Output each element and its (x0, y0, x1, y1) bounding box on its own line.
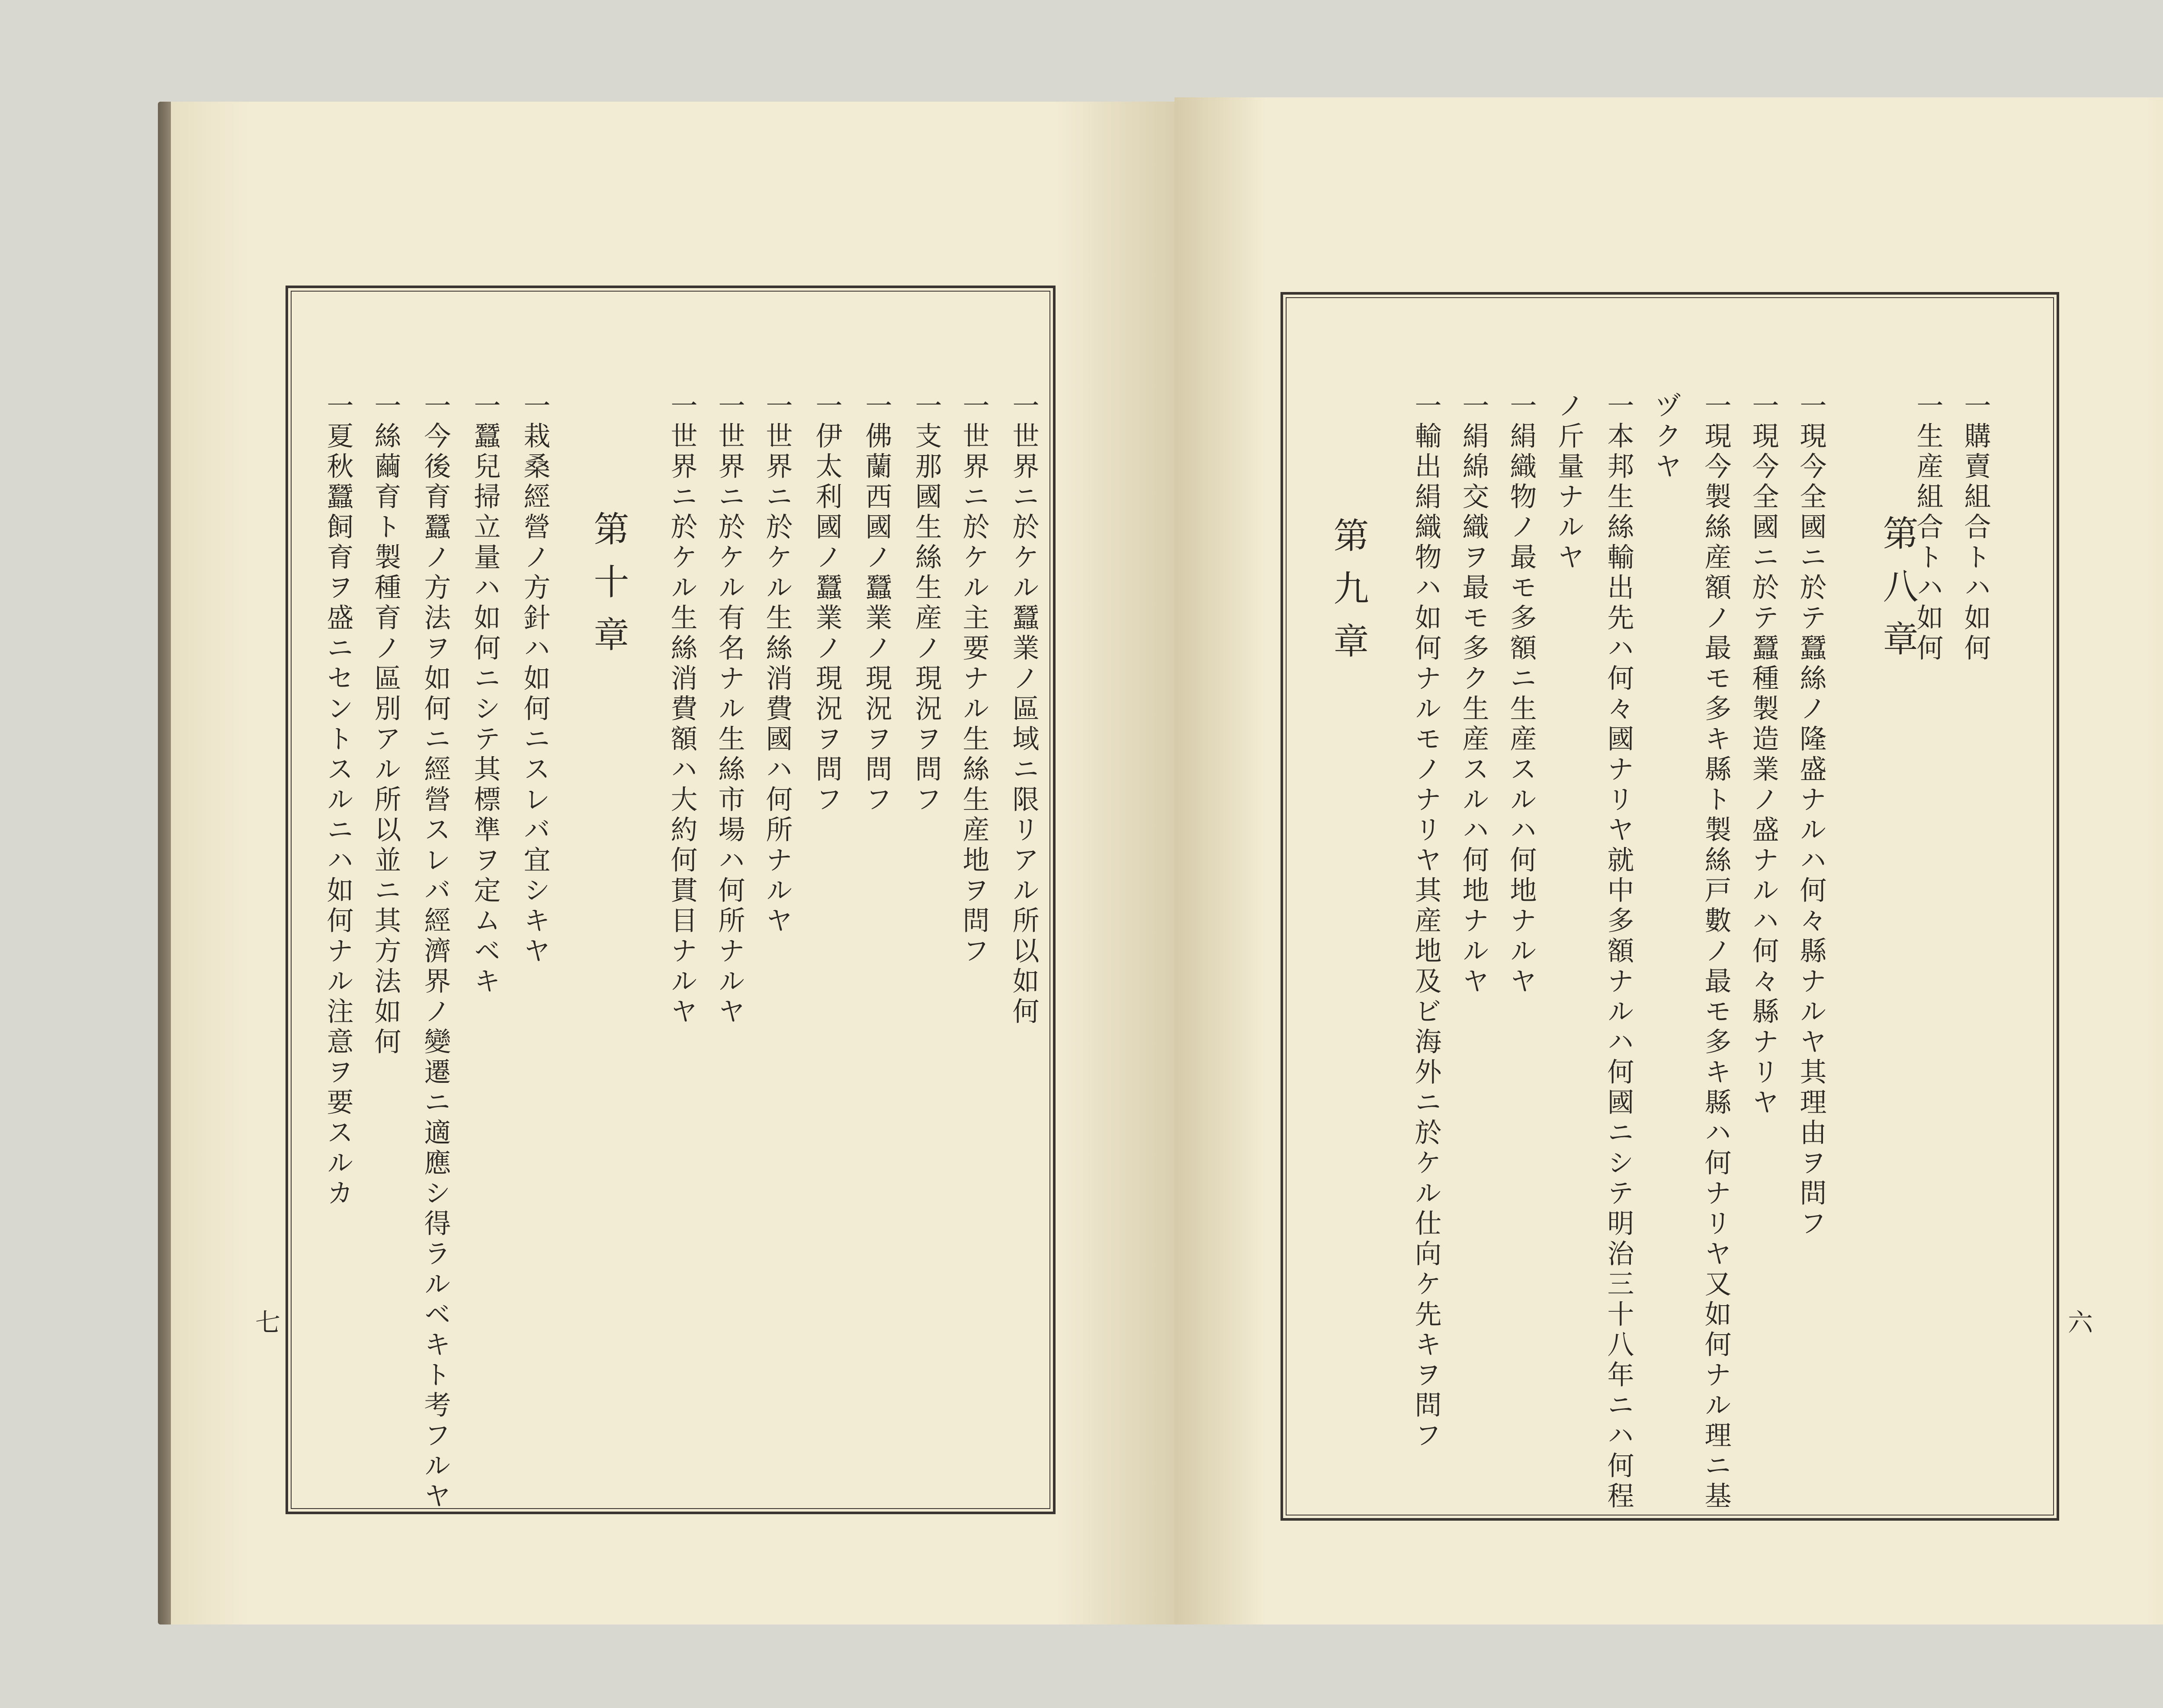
right-page-number: 六 (2068, 1308, 2093, 1337)
right-item-1: 一購賣組合トハ如何 (1960, 392, 1991, 664)
left-item-6: 一世界ニ於ケル生絲消費國ハ何所ナルヤ (761, 392, 793, 937)
left-item-10: 一蠶兒掃立量ハ如何ニシテ其標準ヲ定ムベキ (469, 392, 501, 997)
chapter-10-heading: 第十章 (588, 510, 629, 669)
left-item-5: 一伊太利國ノ蠶業ノ現況ヲ問フ (811, 392, 843, 815)
left-item-7: 一世界ニ於ケル有名ナル生絲市場ハ何所ナルヤ (714, 392, 745, 1027)
left-page-number: 七 (255, 1308, 281, 1337)
left-item-9: 一栽桑經營ノ方針ハ如何ニスレバ宜シキヤ (519, 392, 551, 967)
left-item-13: 一夏秋蠶飼育ヲ盛ニセントスルニハ如何ナル注意ヲ要スルカ (322, 392, 354, 1209)
right-item-8: 一絹綿交織ヲ最モ多ク生産スルハ何地ナルヤ (1458, 392, 1489, 997)
left-item-4: 一佛蘭西國ノ蠶業ノ現況ヲ問フ (861, 392, 892, 815)
left-item-8: 一世界ニ於ケル生絲消費額ハ大約何貫目ナルヤ (666, 392, 698, 1027)
right-item-7: 一絹織物ノ最モ多額ニ生産スルハ何地ナルヤ (1505, 392, 1537, 997)
chapter-9-heading: 第九章 (1328, 517, 1369, 675)
chapter-8-heading: 第八章 (1877, 515, 1918, 673)
left-item-3: 一支那國生絲生産ノ現況ヲ問フ (911, 392, 942, 815)
left-item-2: 一世界ニ於ケル主要ナル生絲生産地ヲ問フ (958, 392, 990, 967)
right-item-5-cont: ヅクヤ (1650, 392, 1682, 482)
right-item-4: 一現今全國ニ於テ蠶種製造業ノ盛ナルハ何々縣ナリヤ (1748, 392, 1779, 1118)
right-item-3: 一現今全國ニ於テ蠶絲ノ隆盛ナルハ何々縣ナルヤ其理由ヲ問フ (1795, 392, 1827, 1239)
right-item-5: 一現今製絲産額ノ最モ多キ縣ト製絲戸數ノ最モ多キ縣ハ何ナリヤ又如何ナル理ニ基 (1700, 392, 1732, 1512)
left-item-1: 一世界ニ於ケル蠶業ノ區域ニ限リアル所以如何 (1008, 392, 1040, 1027)
right-item-2: 一生産組合トハ如何 (1912, 392, 1944, 664)
left-item-12: 一絲繭育ト製種育ノ區別アル所以並ニ其方法如何 (370, 392, 401, 1058)
right-item-6: 一本邦生絲輸出先ハ何々國ナリヤ就中多額ナルハ何國ニシテ明治三十八年ニハ何程 (1603, 392, 1634, 1512)
right-item-6-cont: ノ斤量ナルヤ (1553, 392, 1585, 573)
right-item-9: 一輸出絹織物ハ如何ナルモノナリヤ其産地及ビ海外ニ於ケル仕向ケ先キヲ問フ (1410, 392, 1442, 1451)
left-item-11: 一今後育蠶ノ方法ヲ如何ニ經營スレバ經濟界ノ變遷ニ適應シ得ラルベキト考フルヤ (420, 392, 451, 1512)
